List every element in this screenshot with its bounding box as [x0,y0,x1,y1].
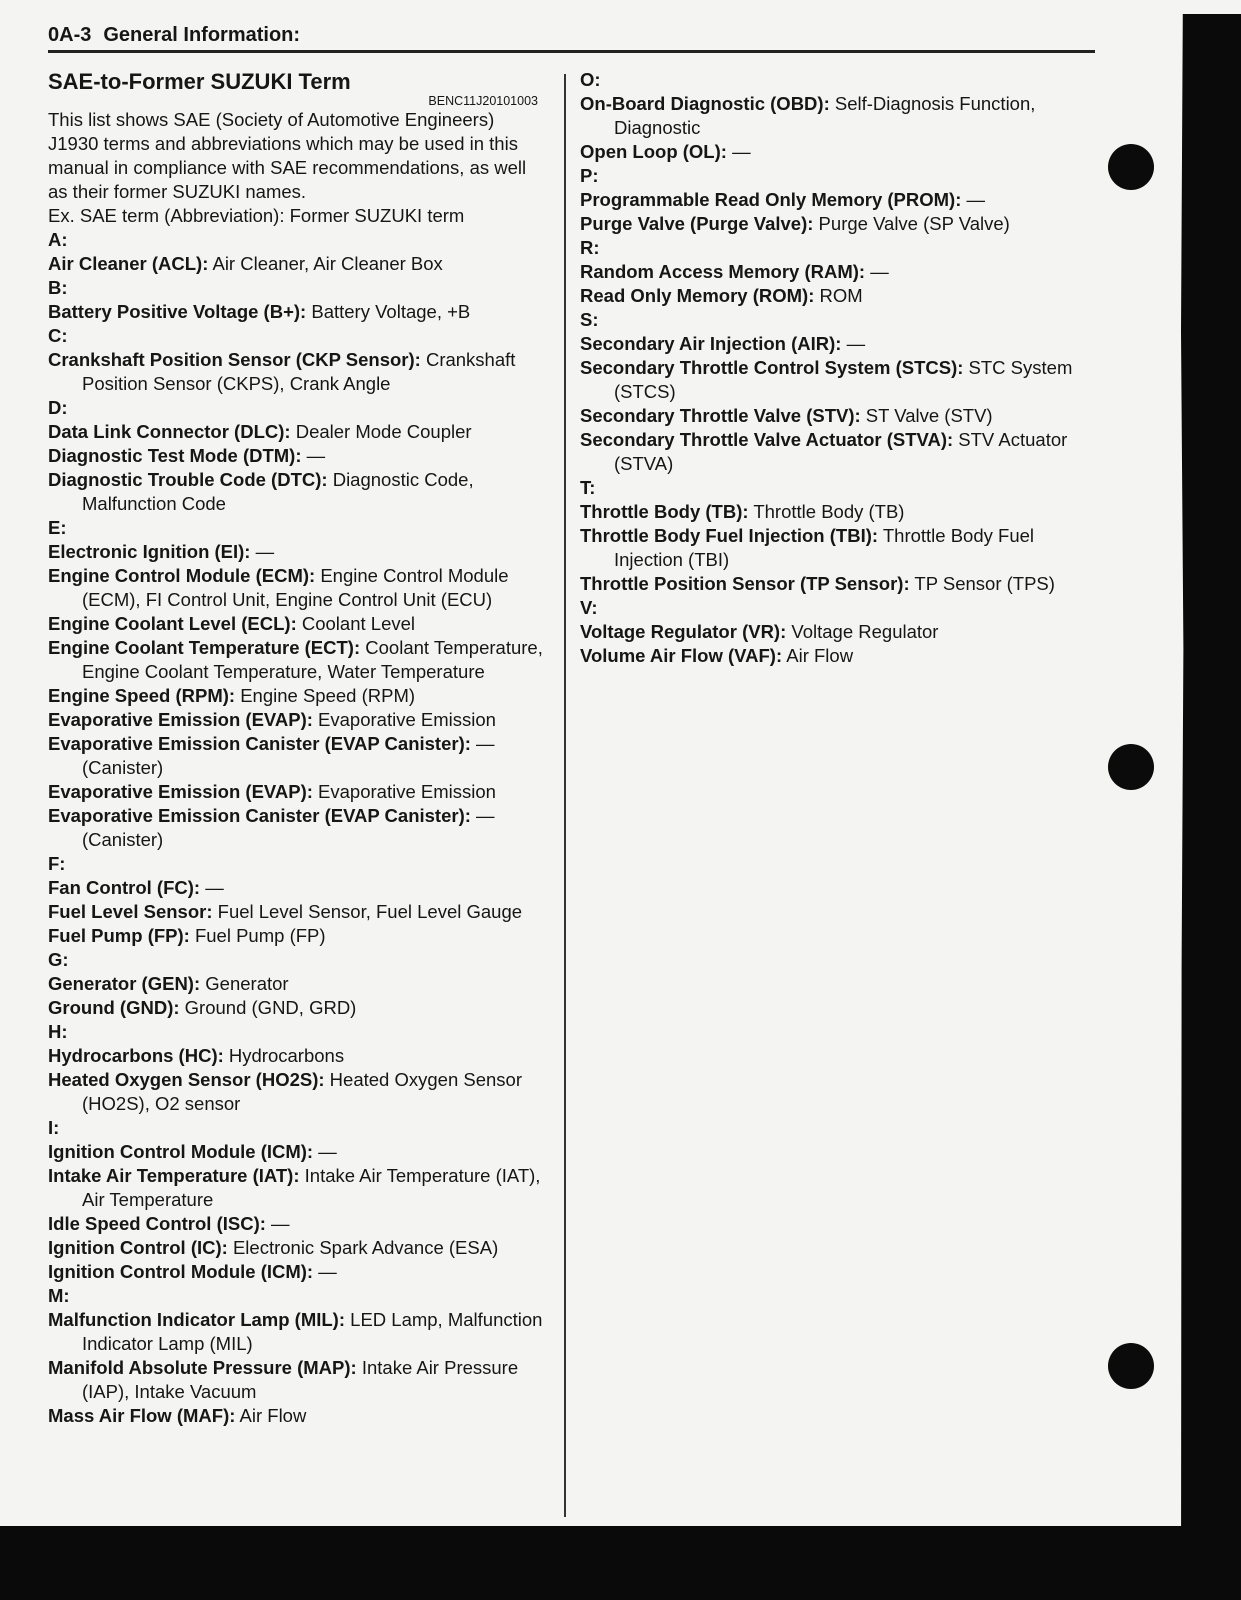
page-header [48,24,300,47]
former-term: Engine Speed (RPM) [235,685,416,706]
sae-term: On-Board Diagnostic (OBD): [580,93,830,114]
term-entry [48,972,548,996]
sae-term: Ignition Control Module (ICM): [48,1141,314,1162]
letter-heading: P: [580,165,599,186]
term-entry [48,1236,548,1260]
former-term: Dealer Mode Coupler [290,421,472,442]
former-term: Evaporative Emission [312,709,496,730]
term-entry [580,500,1080,524]
sae-term: Throttle Body Fuel Injection (TBI): [580,525,879,546]
former-term: — [865,261,889,282]
header-title: General Information: [103,24,301,46]
sae-term: Engine Coolant Level (ECL): [48,613,297,634]
term-list-left [48,228,548,1428]
sae-term: Evaporative Emission Canister (EVAP Canister): [48,805,471,826]
former-term: — [961,189,986,210]
sae-term: Ignition Control Module (ICM): [48,1261,314,1282]
former-term: — (Canister) [82,733,495,778]
former-term: Air Cleaner, Air Cleaner Box [208,253,443,274]
former-term: Voltage Regulator [786,621,939,642]
sae-term: Air Cleaner (ACL): [48,253,209,274]
term-entry [580,92,1080,140]
letter-heading: A: [48,229,68,250]
term-entry [48,300,548,324]
sae-term: Random Access Memory (RAM): [580,261,866,282]
former-term: STV Actuator (STVA) [614,429,1068,474]
sae-term: Crankshaft Position Sensor (CKP Sensor): [48,349,421,370]
letter-heading: H: [48,1021,68,1042]
sae-term: Open Loop (OL): [580,141,727,162]
sae-term: Fan Control (FC): [48,877,201,898]
term-entry [48,1164,548,1212]
former-term: Heated Oxygen Sensor (HO2S), O2 sensor [82,1069,522,1114]
term-entry [580,356,1080,404]
right-column [580,68,1080,668]
term-entry [48,900,548,924]
section-title: SAE-to-Former SUZUKI Term [48,69,351,94]
term-entry [48,1140,548,1164]
left-column [48,68,548,1428]
letter-heading: T: [580,477,596,498]
term-list-right [580,68,1080,668]
sae-term: Intake Air Temperature (IAT): [48,1165,300,1186]
sae-term: Engine Speed (RPM): [48,685,236,706]
former-term: Generator [200,973,289,994]
former-term: Hydrocarbons [223,1045,345,1066]
former-term: STC System (STCS) [614,357,1073,402]
term-entry [580,644,1080,668]
letter-heading: I: [48,1117,60,1138]
letter-heading: D: [48,397,68,418]
letter-heading: R: [580,237,600,258]
letter-heading: M: [48,1285,70,1306]
term-entry [48,564,548,612]
former-term: Air Flow [782,645,854,666]
sae-term: Purge Valve (Purge Valve): [580,213,814,234]
term-entry [580,332,1080,356]
term-entry [48,804,548,852]
former-term: ST Valve (STV) [860,405,993,426]
term-entry [48,348,548,396]
sae-term: Engine Coolant Temperature (ECT): [48,637,361,658]
former-term: — [200,877,224,898]
former-term: Fuel Level Sensor, Fuel Level Gauge [212,901,523,922]
sae-term: Programmable Read Only Memory (PROM): [580,189,962,210]
former-term: — [313,1141,337,1162]
former-term: — [726,141,751,162]
former-term: — [265,1213,290,1234]
term-entry [48,1068,548,1116]
sae-term: Read Only Memory (ROM): [580,285,815,306]
letter-heading: O: [580,69,601,90]
sae-term: Fuel Pump (FP): [48,925,190,946]
former-term: — [250,541,275,562]
former-term: TP Sensor (TPS) [909,573,1055,594]
former-term: Self-Diagnosis Function, Diagnostic [614,93,1036,138]
term-entry [580,284,1080,308]
former-term: Intake Air Temperature (IAT), Air Temperature [82,1165,541,1210]
term-entry [580,620,1080,644]
term-entry [580,428,1080,476]
sae-term: Voltage Regulator (VR): [580,621,787,642]
former-term: Fuel Pump (FP) [189,925,326,946]
sae-term: Idle Speed Control (ISC): [48,1213,266,1234]
former-term: — [841,333,866,354]
letter-heading: F: [48,853,66,874]
sae-term: Generator (GEN): [48,973,201,994]
letter-heading: B: [48,277,68,298]
term-entry [48,1044,548,1068]
sae-term: Manifold Absolute Pressure (MAP): [48,1357,357,1378]
former-term: Battery Voltage, +B [306,301,471,322]
term-entry [48,1260,548,1284]
sae-term: Evaporative Emission (EVAP): [48,709,313,730]
sae-term: Throttle Body (TB): [580,501,749,522]
term-entry [580,188,1080,212]
term-entry [580,212,1080,236]
sae-term: Heated Oxygen Sensor (HO2S): [48,1069,325,1090]
letter-heading: G: [48,949,69,970]
term-entry [48,780,548,804]
former-term: Ground (GND, GRD) [179,997,357,1018]
term-entry [48,612,548,636]
scan-edge-bottom [0,1526,1241,1600]
former-term: — [313,1261,337,1282]
former-term: Diagnostic Code, Malfunction Code [82,469,474,514]
former-term: Coolant Temperature, Engine Coolant Temperature, Water Temperature [82,637,543,682]
sae-term: Diagnostic Trouble Code (DTC): [48,469,328,490]
document-code: BENC11J20101003 [428,94,538,108]
former-term: Purge Valve (SP Valve) [813,213,1010,234]
term-entry [580,140,1080,164]
column-divider [564,74,566,1517]
sae-term: Secondary Air Injection (AIR): [580,333,842,354]
sae-term: Secondary Throttle Valve Actuator (STVA): [580,429,954,450]
former-term: Electronic Spark Advance (ESA) [227,1237,499,1258]
former-term: Evaporative Emission [312,781,496,802]
sae-term: Volume Air Flow (VAF): [580,645,783,666]
former-term: — (Canister) [82,805,495,850]
term-entry [48,1212,548,1236]
binder-hole-top [1108,144,1154,190]
former-term: Throttle Body (TB) [748,501,905,522]
term-entry [48,444,548,468]
former-term: — [301,445,326,466]
sae-term: Electronic Ignition (EI): [48,541,251,562]
term-entry [48,876,548,900]
former-term: Engine Control Module (ECM), FI Control Unit, Engine Control Unit (ECU) [82,565,509,610]
term-entry [48,1356,548,1404]
former-term: Intake Air Pressure (IAP), Intake Vacuum [82,1357,519,1402]
sae-term: Engine Control Module (ECM): [48,565,316,586]
scan-edge-right [1181,14,1241,1600]
sae-term: Mass Air Flow (MAF): [48,1405,236,1426]
sae-term: Throttle Position Sensor (TP Sensor): [580,573,910,594]
term-entry [580,524,1080,572]
former-term: LED Lamp, Malfunction Indicator Lamp (MIL) [82,1309,543,1354]
letter-heading: S: [580,309,599,330]
binder-hole-middle [1108,744,1154,790]
sae-term: Evaporative Emission (EVAP): [48,781,313,802]
sae-term: Secondary Throttle Valve (STV): [580,405,861,426]
term-entry [48,636,548,684]
former-term: Air Flow [235,1405,307,1426]
sae-term: Data Link Connector (DLC): [48,421,291,442]
term-entry [48,996,548,1020]
sae-term: Battery Positive Voltage (B+): [48,301,307,322]
sae-term: Secondary Throttle Control System (STCS): [580,357,964,378]
sae-term: Evaporative Emission Canister (EVAP Canister): [48,733,471,754]
term-entry [48,540,548,564]
former-term: ROM [814,285,863,306]
former-term: Crankshaft Position Sensor (CKPS), Crank Angle [82,349,516,394]
letter-heading: E: [48,517,67,538]
term-entry [48,468,548,516]
intro-paragraph: This list shows SAE (Society of Automotive Engineers) J1930 terms and abbreviations which may be used in this manual in compliance with SAE recommendations, as well as their former SUZUKI names. [48,109,527,202]
term-entry [48,420,548,444]
letter-heading: V: [580,597,598,618]
header-rule [48,50,1095,53]
former-term: Coolant Level [296,613,416,634]
term-entry [48,1308,548,1356]
term-entry [48,732,548,780]
sae-term: Malfunction Indicator Lamp (MIL): [48,1309,346,1330]
former-term: Throttle Body Fuel Injection (TBI) [614,525,1035,570]
sae-term: Fuel Level Sensor: [48,901,213,922]
term-entry [48,252,548,276]
example-line: Ex. SAE term (Abbreviation): Former SUZUKI term [48,205,465,226]
binder-hole-bottom [1108,1343,1154,1389]
term-entry [48,1404,548,1428]
sae-term: Hydrocarbons (HC): [48,1045,224,1066]
section-number: 0A-3 [48,24,92,46]
sae-term: Ignition Control (IC): [48,1237,228,1258]
sae-term: Diagnostic Test Mode (DTM): [48,445,302,466]
term-entry [48,708,548,732]
term-entry [580,572,1080,596]
sae-term: Ground (GND): [48,997,180,1018]
letter-heading: C: [48,325,68,346]
term-entry [48,924,548,948]
term-entry [48,684,548,708]
term-entry [580,260,1080,284]
term-entry [580,404,1080,428]
